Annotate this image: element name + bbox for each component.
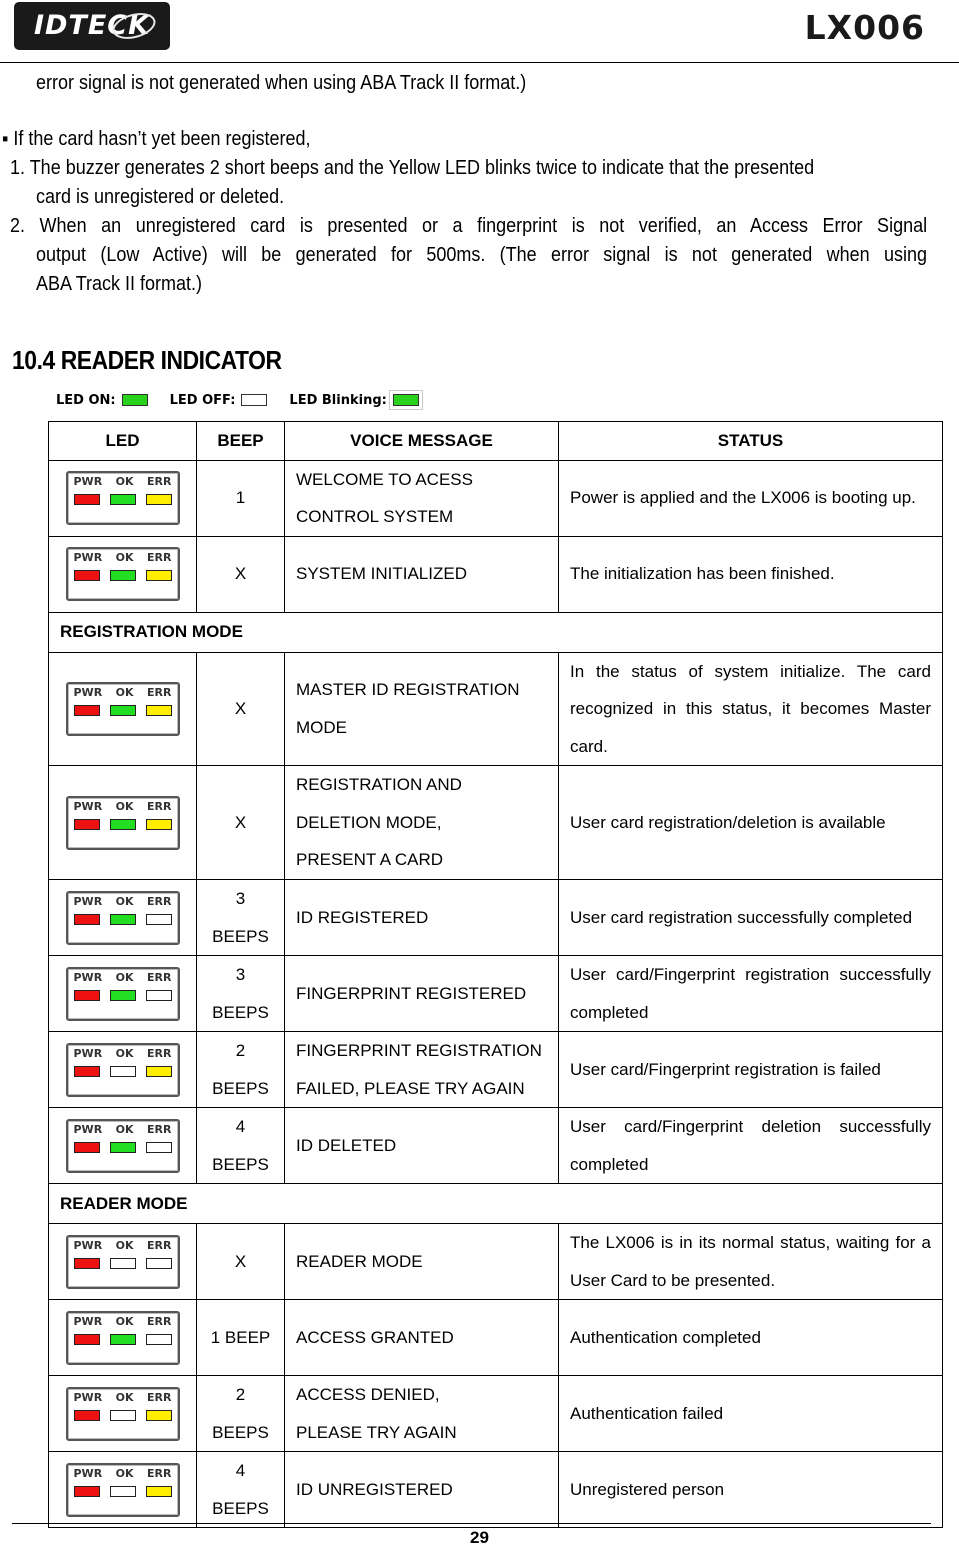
bullet-heading: ▪ If the card hasn’t yet been registered, [2,128,311,150]
voice-line: CONTROL SYSTEM [296,507,454,526]
led-ok-off [110,1410,136,1421]
status-cell: User card registration successfully completed [559,880,943,956]
led-panel-icon [66,1463,180,1517]
voice-line: DELETION MODE, [296,812,442,832]
item2-line2: output (Low Active) will be generated for 500ms. (The error signal is not generated when using [36,244,927,266]
led-panel-icon [66,796,180,850]
led-label-ok: OK [115,970,134,984]
voice-message-cell [285,1224,559,1300]
led-err-off [146,914,172,925]
beep-line: BEEPS [212,1498,269,1518]
voice-message-cell [285,956,559,1032]
led-label-err: ERR [147,1238,172,1252]
led-label-err: ERR [147,475,172,488]
led-ok-off [110,1258,136,1269]
led-cell [49,1452,197,1528]
led-pwr-red [74,819,100,830]
status-cell: The LX006 is in its normal status, waiting for a User Card to be presented. [559,1224,943,1300]
led-label-ok: OK [115,1466,134,1480]
beep-cell: 1 BEEP [197,1300,285,1376]
table-row [49,1452,943,1528]
beep-cell: X [197,652,285,766]
led-ok-off [110,1066,136,1077]
status-cell: User card/Fingerprint registration is failed [559,1032,943,1108]
table-row [49,766,943,880]
led-label-err: ERR [147,1390,172,1404]
led-err-yellow [146,1410,172,1421]
continued-text: error signal is not generated when using ABA Track II format.) [36,72,527,94]
led-cell [49,766,197,880]
beep-line: 2 [235,1041,246,1060]
led-cell [49,536,197,612]
led-label-ok: OK [115,475,134,488]
led-cell [49,1224,197,1300]
item2-line3: ABA Track II format.) [36,273,203,295]
led-panel-icon [66,1119,180,1173]
led-err-yellow [146,1486,172,1497]
voice-line: ACCESS DENIED, [296,1385,440,1404]
table-row [49,956,943,1032]
led-panel-icon [66,1235,180,1289]
table-row [49,460,943,536]
header-status: STATUS [559,422,943,461]
legend-blink-label: LED Blinking: [289,392,387,408]
legend-off-label: LED OFF: [169,392,236,408]
led-cell [49,880,197,956]
beep-line: 4 [235,1461,246,1480]
led-pwr-red [74,914,100,925]
voice-message-cell [285,766,559,880]
status-cell: In the status of system initialize. The card recognized in this status, it becomes Master card. [559,652,943,766]
led-pwr-red [74,705,100,716]
led-cell [49,1108,197,1184]
led-label-ok: OK [115,551,134,564]
status-cell: User card/Fingerprint registration successfully completed [559,956,943,1032]
led-label-ok: OK [115,894,134,908]
page-number: 29 [470,1528,489,1547]
voice-message-cell [285,880,559,956]
led-label-err: ERR [147,551,172,564]
led-label-pwr: PWR [73,475,103,488]
item1-line1: 1. The buzzer generates 2 short beeps and the Yellow LED blinks twice to indicate that the presented [10,157,815,179]
led-label-err: ERR [147,1466,172,1480]
voice-message-cell [285,1376,559,1452]
voice-line: REGISTRATION AND [296,775,462,795]
status-cell: Unregistered person [559,1452,943,1528]
beep-line: 4 [235,1117,246,1136]
voice-line: READER MODE [296,1251,423,1271]
page-header [0,0,959,63]
led-label-err: ERR [147,799,172,813]
led-legend [56,386,441,414]
voice-line: WELCOME TO ACESS [296,469,473,489]
led-ok-green [110,990,136,1001]
led-panel-icon [66,682,180,736]
table-row [49,1376,943,1452]
led-label-pwr: PWR [73,685,103,699]
section-label: READER MODE [49,1184,943,1224]
led-label-err: ERR [147,685,172,699]
led-pwr-red [74,1410,100,1421]
reader-indicator-table [48,421,943,1528]
led-err-yellow [146,494,172,505]
item2-line1: 2. When an unregistered card is presented or a fingerprint is not verified, an Access Error Signal [10,215,928,237]
status-cell: Authentication failed [559,1376,943,1452]
led-label-err: ERR [147,894,172,908]
section-title: 10.4 READER INDICATOR [12,345,282,375]
led-pwr-red [74,570,100,581]
beep-line: BEEPS [212,926,269,946]
voice-message-cell [285,460,559,536]
voice-message-cell [285,652,559,766]
led-label-err: ERR [147,1046,172,1060]
voice-line: SYSTEM INITIALIZED [296,564,467,584]
voice-message-cell [285,1032,559,1108]
voice-message-cell [285,1300,559,1376]
led-pwr-red [74,1142,100,1153]
beep-line: BEEPS [212,1154,269,1174]
led-ok-green [110,914,136,925]
status-cell: User card registration/deletion is available [559,766,943,880]
led-ok-off [110,1486,136,1497]
idteck-logo: IDTECK [14,2,170,50]
led-ok-green [110,570,136,581]
voice-message-cell [285,1108,559,1184]
beep-line: BEEPS [212,1002,269,1022]
led-pwr-red [74,990,100,1001]
led-label-ok: OK [115,1390,134,1404]
led-label-pwr: PWR [73,551,103,564]
voice-line: FAILED, PLEASE TRY AGAIN [296,1078,525,1098]
table-row [49,1032,943,1108]
led-cell [49,1376,197,1452]
led-ok-green [110,1142,136,1153]
status-cell: Authentication completed [559,1300,943,1376]
status-cell: User card/Fingerprint deletion successfully completed [559,1108,943,1184]
beep-line: BEEPS [212,1422,269,1442]
led-label-pwr: PWR [73,1238,103,1252]
led-panel-icon [66,891,180,945]
led-cell [49,460,197,536]
led-pwr-red [74,494,100,505]
led-pwr-red [74,1066,100,1077]
led-label-pwr: PWR [73,1466,103,1480]
status-cell: Power is applied and the LX006 is booting up. [559,460,943,536]
led-cell [49,956,197,1032]
led-cell [49,652,197,766]
item1-line2: card is unregistered or deleted. [36,186,285,208]
led-label-pwr: PWR [73,799,103,813]
section-row [49,1184,943,1224]
voice-message-cell [285,1452,559,1528]
led-err-off [146,1258,172,1269]
beep-cell [197,1032,285,1108]
status-cell: The initialization has been finished. [559,536,943,612]
led-label-ok: OK [115,685,134,699]
led-label-ok: OK [115,799,134,813]
led-pwr-red [74,1334,100,1345]
led-panel-icon [66,1043,180,1097]
led-label-pwr: PWR [73,1122,103,1136]
led-label-err: ERR [147,970,172,984]
led-err-yellow [146,705,172,716]
table-row [49,652,943,766]
led-panel-icon [66,471,180,525]
beep-cell [197,1376,285,1452]
table-header-row [49,422,943,461]
voice-message-cell [285,536,559,612]
led-ok-green [110,819,136,830]
led-ok-green [110,1334,136,1345]
voice-line: MODE [296,717,347,737]
led-err-off [146,990,172,1001]
table-row [49,1300,943,1376]
header-voice: VOICE MESSAGE [285,422,559,461]
led-label-err: ERR [147,1314,172,1328]
voice-line: ACCESS GRANTED [296,1327,454,1347]
led-cell [49,1032,197,1108]
led-panel-icon [66,547,180,601]
led-label-ok: OK [115,1122,134,1136]
led-cell [49,1300,197,1376]
led-label-pwr: PWR [73,894,103,908]
led-label-pwr: PWR [73,1314,103,1328]
beep-cell [197,1108,285,1184]
voice-line: ID DELETED [296,1135,397,1155]
voice-line: MASTER ID REGISTRATION [296,680,520,700]
beep-line: BEEPS [212,1078,269,1098]
led-panel-icon [66,967,180,1021]
table-body [49,460,943,1528]
led-label-pwr: PWR [73,1046,103,1060]
led-on-swatch [122,394,148,406]
led-panel-icon [66,1311,180,1365]
led-pwr-red [74,1258,100,1269]
led-label-ok: OK [115,1046,134,1060]
led-label-ok: OK [115,1238,134,1252]
beep-line: 3 [235,965,246,984]
table-row [49,880,943,956]
voice-line: PRESENT A CARD [296,850,444,870]
table-row [49,1108,943,1184]
led-err-yellow [146,1066,172,1077]
voice-line: ID UNREGISTERED [296,1479,453,1499]
led-err-yellow [146,570,172,581]
led-blink-swatch [393,394,419,406]
beep-cell [197,956,285,1032]
beep-cell: X [197,536,285,612]
section-row [49,612,943,652]
led-off-swatch [241,394,267,406]
beep-cell: X [197,1224,285,1300]
beep-cell [197,1452,285,1528]
led-ok-green [110,705,136,716]
section-label: REGISTRATION MODE [49,612,943,652]
voice-line: FINGERPRINT REGISTRATION [296,1041,542,1060]
legend-on-label: LED ON: [56,392,116,408]
led-err-yellow [146,819,172,830]
beep-line: 3 [235,889,246,908]
voice-line: FINGERPRINT REGISTERED [296,983,527,1003]
led-label-ok: OK [115,1314,134,1328]
led-label-pwr: PWR [73,1390,103,1404]
led-ok-green [110,494,136,505]
voice-line: ID REGISTERED [296,907,429,927]
footer-divider [12,1523,931,1524]
led-err-off [146,1334,172,1345]
beep-cell [197,880,285,956]
table-row [49,536,943,612]
led-err-off [146,1142,172,1153]
beep-line: 2 [235,1385,246,1404]
beep-cell: 1 [197,460,285,536]
header-led: LED [49,422,197,461]
table-row [49,1224,943,1300]
led-label-pwr: PWR [73,970,103,984]
led-pwr-red [74,1486,100,1497]
header-beep: BEEP [197,422,285,461]
led-panel-icon [66,1387,180,1441]
led-label-err: ERR [147,1122,172,1136]
model-name: LX006 [804,8,925,47]
beep-cell: X [197,766,285,880]
voice-line: PLEASE TRY AGAIN [296,1422,457,1442]
